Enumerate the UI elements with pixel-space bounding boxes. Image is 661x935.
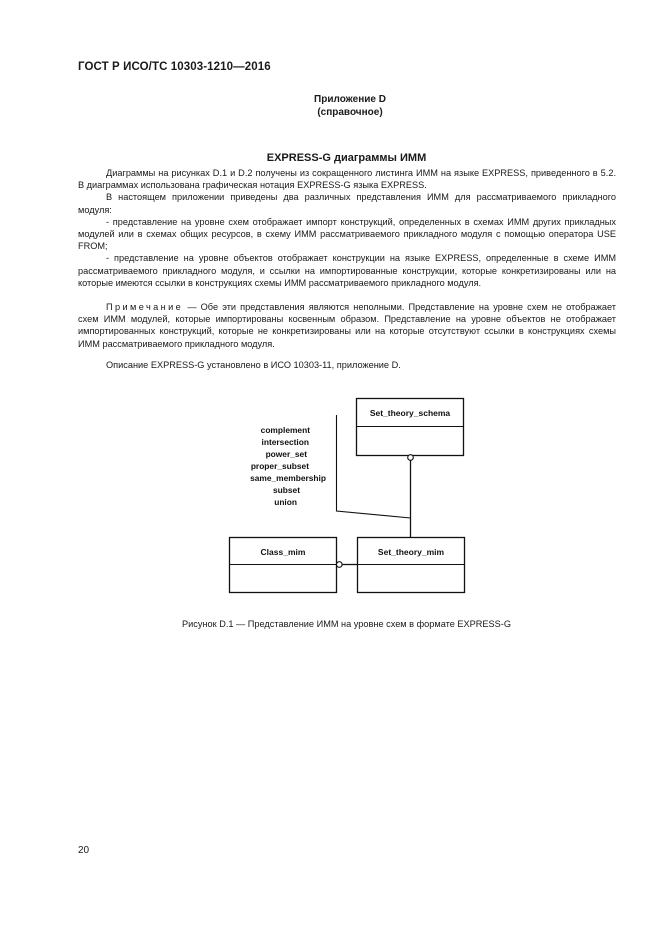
paragraph-2: В настоящем приложении приведены два различных представления ИММ для рассматриваемого прикладного модуля: [78,192,616,215]
imported-item: union [274,497,297,507]
note-label: Примечание [106,302,184,313]
set-theory-mim-label: Set_theory_mim [377,547,445,557]
class-mim-box [230,538,337,593]
imported-item: complement [260,425,310,435]
appendix-subtitle: (справочное) [317,107,383,118]
reference-paragraph: Описание EXPRESS-G установлено в ИСО 10303-11, приложение D. [106,359,401,370]
paragraph-list-item-object: - представление на уровне объектов отображает конструкции на языке EXPRESS, определенные в схеме ИММ рассматриваемого прикладного модуля, и ссылки на импортированные конструкции, которые конкретизированы или на которые имеются ссылки в конструкциях схемы ИММ рассматриваемого прикладного модуля. [78,253,616,288]
imported-item: power_set [265,449,307,459]
paragraph-list-item-schema: - представление на уровне схем отображает импорт конструкций, определенных в схемах ИММ других прикладных модулей или в схемах общих ресурсов, в схему ИММ рассматриваемого прикладного модуля с помощью оператора USE FROM; [78,216,616,252]
imported-items-connector [337,415,411,518]
figure-caption: Рисунок D.1 — Представление ИММ на уровне схем в формате EXPRESS-G [182,619,511,629]
section-title: EXPRESS-G диаграммы ИММ [266,152,427,164]
class-relation-circle-icon [337,562,343,568]
class-mim-label: Class_mim [260,547,306,557]
imported-item: same_membership [250,473,326,483]
imported-items-list [250,425,326,507]
page-number: 20 [78,845,90,856]
imported-item: intersection [261,437,309,447]
set-theory-schema-label: Set_theory_schema [369,408,451,418]
schema-relation-circle-icon [408,455,414,461]
note-text: — Обе эти представления являются неполными. Представление на уровне схем не отображает схем ИММ модулей, которые импортированы косвенным образом. Представление на уровне объектов не отображает импортированных конструкций, которые не конкретизированы или на которые отсутствуют ссылки в конструкциях схемы ИММ рассматриваемого прикладного модуля. [78,302,616,349]
imported-item: subset [273,485,300,495]
imported-item: proper_subset [250,461,309,471]
appendix-title: Приложение D [314,94,386,105]
document-header: ГОСТ Р ИСО/ТС 10303-1210—2016 [78,61,271,73]
set-theory-schema-box [357,399,464,456]
paragraph-1: Диаграммы на рисунках D.1 и D.2 получены из сокращенного листинга ИММ на языке EXPRESS, приведенного в 5.2. В диаграммах использована графическая нотация EXPRESS-G языка EXPRESS. [78,168,616,191]
set-theory-mim-box [358,538,465,593]
